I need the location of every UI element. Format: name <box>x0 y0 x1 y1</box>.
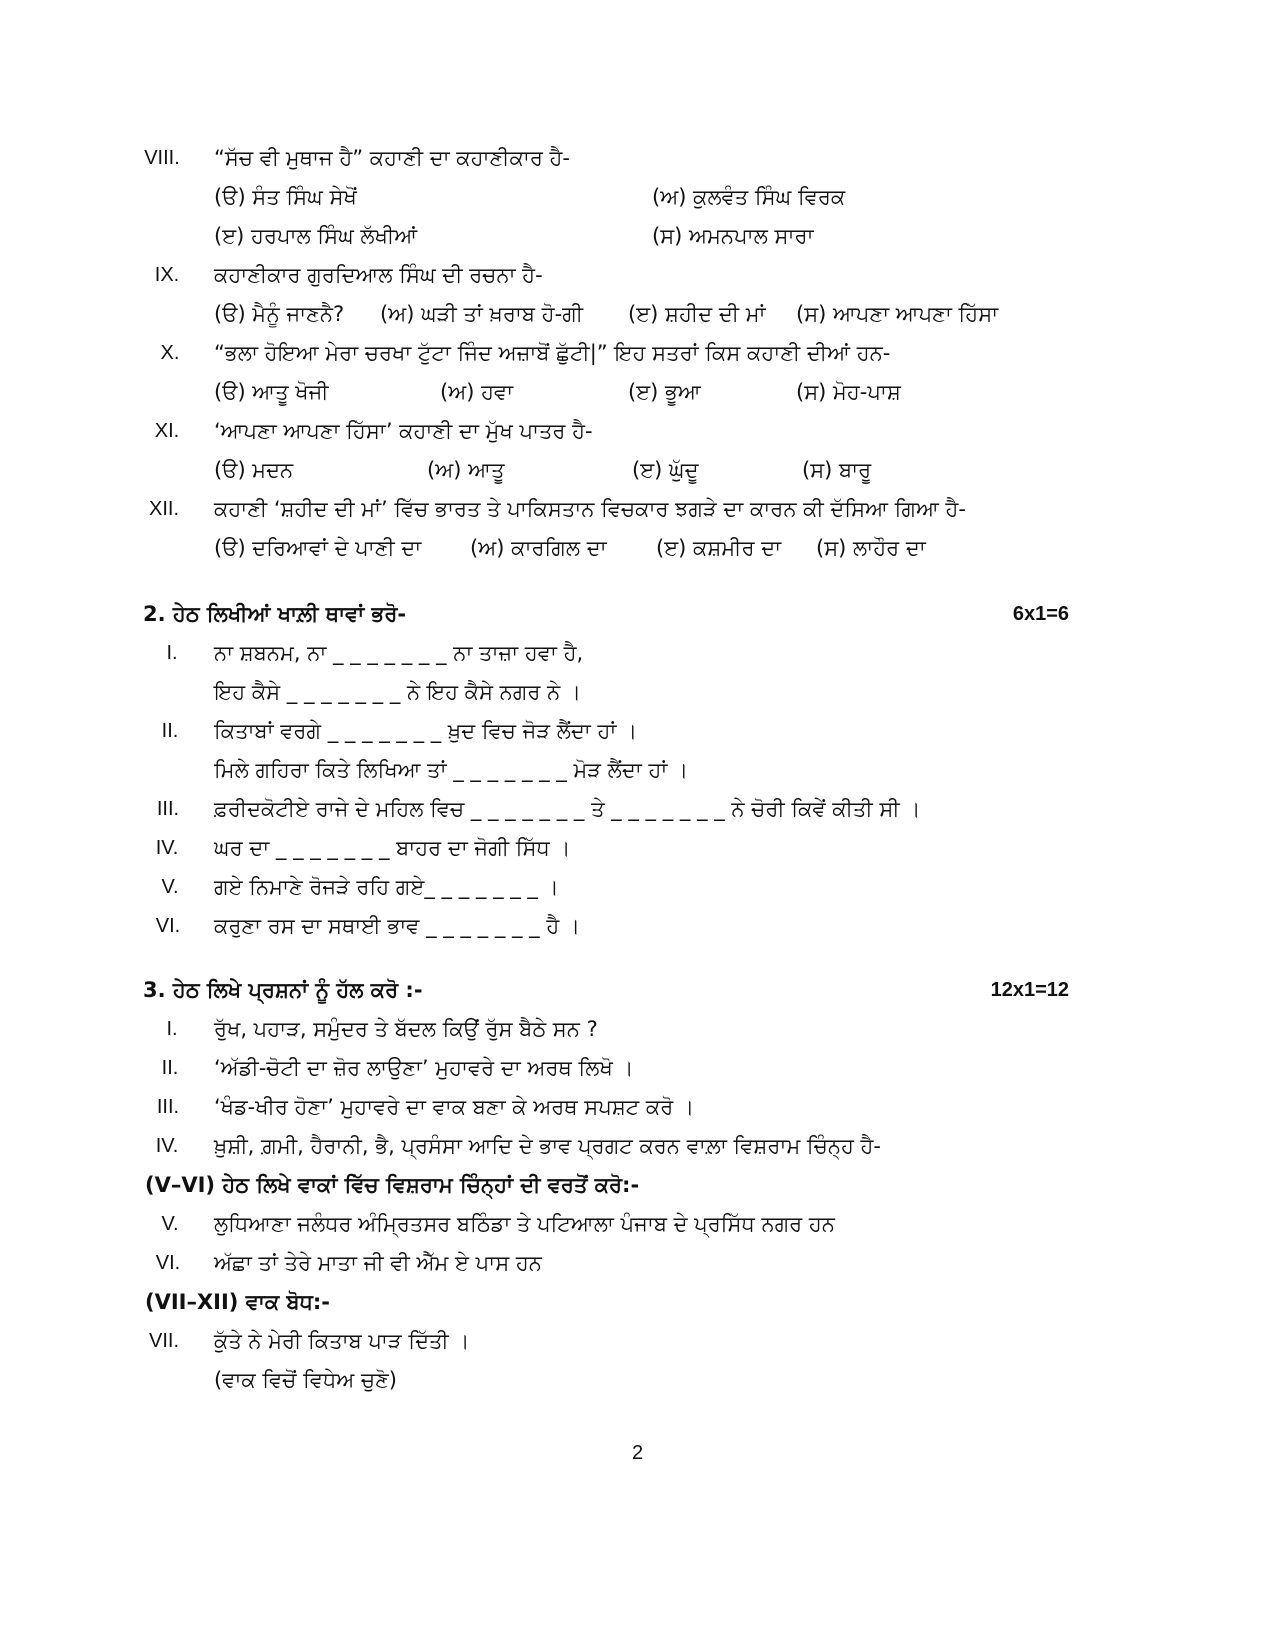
question-note: (ਵਾਕ ਵਿਚੋਂ ਵਿਧੇਅ ਚੁਣੋ) <box>214 1368 397 1392</box>
option-a: (ੳ) ਦਰਿਆਵਾਂ ਦੇ ਪਾਣੀ ਦਾ <box>214 536 422 560</box>
option-b: (ਅ) ਆਤੂ <box>427 458 505 482</box>
question-number: IV. <box>155 1135 179 1157</box>
item-number: IV. <box>155 837 179 859</box>
option-d: (ਸ) ਲਾਹੌਰ ਦਾ <box>816 536 926 560</box>
question-number: II. <box>161 1057 179 1079</box>
option-c: (ੲ) ਹਰਪਾਲ ਸਿੰਘ ਲੱਖੀਆਂ <box>214 224 418 248</box>
question-text: “ਸੱਚ ਵੀ ਮੁਥਾਜ ਹੈ” ਕਹਾਣੀ ਦਾ ਕਹਾਣੀਕਾਰ ਹੈ- <box>214 146 570 170</box>
subsection-heading: (V–VI) ਹੇਠ ਲਿਖੇ ਵਾਕਾਂ ਵਿੱਚ ਵਿਸ਼ਰਾਮ ਚਿੰਨ੍ਹਾਂ ਦੀ ਵਰਤੋਂ ਕਰੋ:- <box>145 1173 640 1197</box>
item-number: V. <box>161 876 179 898</box>
item-number: VI. <box>155 915 181 937</box>
page-number: 2 <box>631 1442 644 1464</box>
option-a: (ੳ) ਸੰਤ ਸਿੰਘ ਸੇਖੋਂ <box>214 185 357 209</box>
section-marks: 12x1=12 <box>990 979 1069 1001</box>
question-text: ਕਹਾਣੀ ‘ਸ਼ਹੀਦ ਦੀ ਮਾਂ’ ਵਿੱਚ ਭਾਰਤ ਤੇ ਪਾਕਿਸਤਾਨ ਵਿਚਕਾਰ ਝਗੜੇ ਦਾ ਕਾਰਨ ਕੀ ਦੱਸਿਆ ਗਿਆ ਹੈ- <box>214 497 966 521</box>
option-c: (ੲ) ਸ਼ਹੀਦ ਦੀ ਮਾਂ <box>628 302 766 326</box>
option-b: (ਅ) ਕੁਲਵੰਤ ਸਿੰਘ ਵਿਰਕ <box>652 185 846 209</box>
question-number: VI. <box>155 1252 181 1274</box>
fill-blank-line: ਕਰੁਣਾ ਰਸ ਦਾ ਸਥਾਈ ਭਾਵ _ _ _ _ _ _ _ ਹੈ । <box>214 914 581 938</box>
question-number: IX. <box>154 264 180 286</box>
option-d: (ਸ) ਅਮਨਪਾਲ ਸਾਰਾ <box>652 224 814 248</box>
fill-blank-line: ਇਹ ਕੈਸੇ _ _ _ _ _ _ _ ਨੇ ਇਹ ਕੈਸੇ ਨਗਰ ਨੇ । <box>214 680 582 704</box>
option-b: (ਅ) ਹਵਾ <box>440 380 514 404</box>
question-number: VIII. <box>144 147 180 169</box>
fill-blank-line: ਨਾ ਸ਼ਬਨਮ, ਨਾ _ _ _ _ _ _ _ ਨਾ ਤਾਜ਼ਾ ਹਵਾ ਹੈ, <box>214 641 584 665</box>
option-b: (ਅ) ਘੜੀ ਤਾਂ ਖ਼ਰਾਬ ਹੋ-ਗੀ <box>380 302 584 326</box>
question-text: ਕਹਾਣੀਕਾਰ ਗੁਰਦਿਆਲ ਸਿੰਘ ਦੀ ਰਚਨਾ ਹੈ- <box>214 263 543 287</box>
question-text: ਅੱਛਾ ਤਾਂ ਤੇਰੇ ਮਾਤਾ ਜੀ ਵੀ ਐੱਮ ਏ ਪਾਸ ਹਨ <box>214 1251 542 1275</box>
fill-blank-line: ਗਏ ਨਿਮਾਣੇ ਰੋਜੜੇ ਰਹਿ ਗਏ_ _ _ _ _ _ _ । <box>214 875 559 899</box>
fill-blank-line: ਕਿਤਾਬਾਂ ਵਰਗੇ _ _ _ _ _ _ _ ਖ਼ੁਦ ਵਿਚ ਜੋੜ ਲੈਂਦਾ ਹਾਂ । <box>214 719 638 743</box>
fill-blank-line: ਘਰ ਦਾ _ _ _ _ _ _ _ ਬਾਹਰ ਦਾ ਜੋਗੀ ਸਿੱਧ । <box>214 836 571 860</box>
item-number: III. <box>156 798 180 820</box>
question-number: V. <box>161 1213 179 1235</box>
question-text: ‘ਖੰਡ-ਖੀਰ ਹੋਣਾ’ ਮੁਹਾਵਰੇ ਦਾ ਵਾਕ ਬਣਾ ਕੇ ਅਰਥ ਸਪਸ਼ਟ ਕਰੋ । <box>214 1095 695 1119</box>
subsection-heading: (VII–XII) ਵਾਕ ਬੋਧ:- <box>145 1290 330 1314</box>
option-a: (ੳ) ਮੈਨੂੰ ਜਾਣਨੈ? <box>214 302 345 326</box>
question-text: ‘ਆਪਣਾ ਆਪਣਾ ਹਿੱਸਾ’ ਕਹਾਣੀ ਦਾ ਮੁੱਖ ਪਾਤਰ ਹੈ- <box>214 419 593 443</box>
item-number: I. <box>166 642 178 664</box>
question-text: ਲੁਧਿਆਣਾ ਜਲੰਧਰ ਅੰਮ੍ਰਿਤਸਰ ਬਠਿੰਡਾ ਤੇ ਪਟਿਆਲਾ ਪੰਜਾਬ ਦੇ ਪ੍ਰਸਿੱਧ ਨਗਰ ਹਨ <box>214 1212 835 1236</box>
question-text: ਕੁੱਤੇ ਨੇ ਮੇਰੀ ਕਿਤਾਬ ਪਾੜ ਦਿੱਤੀ । <box>214 1329 470 1353</box>
option-a: (ੳ) ਮਦਨ <box>214 458 294 482</box>
option-c: (ੲ) ਘੁੱਦੂ <box>632 458 699 482</box>
question-text: ਖ਼ੁਸ਼ੀ, ਗ਼ਮੀ, ਹੈਰਾਨੀ, ਭੈ, ਪ੍ਰਸੰਸਾ ਆਦਿ ਦੇ ਭਾਵ ਪ੍ਰਗਟ ਕਰਨ ਵਾਲ਼ਾ ਵਿਸ਼ਰਾਮ ਚਿੰਨ੍ਹ ਹੈ- <box>214 1134 882 1158</box>
section-heading: 2. ਹੇਠ ਲਿਖੀਆਂ ਖਾਲ਼ੀ ਥਾਵਾਂ ਭਰੋ- <box>143 602 407 626</box>
question-number: I. <box>166 1018 178 1040</box>
item-number: II. <box>161 720 179 742</box>
question-number: III. <box>156 1096 180 1118</box>
option-d: (ਸ) ਮੋਹ-ਪਾਸ਼ <box>796 380 901 404</box>
section-heading: 3. ਹੇਠ ਲਿਖੇ ਪ੍ਰਸ਼ਨਾਂ ਨੂੰ ਹੱਲ ਕਰੋ :- <box>143 978 423 1002</box>
fill-blank-line: ਫ਼ਰੀਦਕੋਟੀਏ ਰਾਜੇ ਦੇ ਮਹਿਲ ਵਿਚ _ _ _ _ _ _ _ ਤੇ _ _ _ _ _ _ _ ਨੇ ਚੋਰੀ ਕਿਵੇਂ ਕੀਤੀ ਸੀ । <box>214 797 921 821</box>
question-number: XI. <box>154 420 180 442</box>
question-text: ‘ਅੱਡੀ-ਚੋਟੀ ਦਾ ਜ਼ੋਰ ਲਾਉਣਾ’ ਮੁਹਾਵਰੇ ਦਾ ਅਰਥ ਲਿਖੋ । <box>214 1056 634 1080</box>
option-b: (ਅ) ਕਾਰਗਿਲ ਦਾ <box>470 536 607 560</box>
option-d: (ਸ) ਆਪਣਾ ਆਪਣਾ ਹਿੱਸਾ <box>796 302 999 326</box>
option-a: (ੳ) ਆਤੂ ਖੋਜੀ <box>214 380 329 404</box>
option-c: (ੲ) ਭੂਆ <box>628 380 701 404</box>
option-c: (ੲ) ਕਸ਼ਮੀਰ ਦਾ <box>656 536 782 560</box>
question-number: XII. <box>148 498 179 520</box>
question-number: X. <box>160 342 180 364</box>
option-d: (ਸ) ਬਾਰੂ <box>802 458 872 482</box>
section-marks: 6x1=6 <box>1012 603 1069 625</box>
fill-blank-line: ਮਿਲੇ ਗਹਿਰਾ ਕਿਤੇ ਲਿਖਿਆ ਤਾਂ _ _ _ _ _ _ _ ਮੋੜ ਲੈਂਦਾ ਹਾਂ । <box>214 758 689 782</box>
question-text: “ਭਲਾ ਹੋਇਆ ਮੇਰਾ ਚਰਖਾ ਟੁੱਟਾ ਜਿੰਦ ਅਜ਼ਾਬੋਂ ਛੁੱਟੀ|” ਇਹ ਸਤਰਾਂ ਕਿਸ ਕਹਾਣੀ ਦੀਆਂ ਹਨ- <box>214 341 891 365</box>
question-text: ਰੁੱਖ, ਪਹਾੜ, ਸਮੁੰਦਰ ਤੇ ਬੱਦਲ ਕਿਉਂ ਰੁੱਸ ਬੈਠੇ ਸਨ ? <box>214 1017 598 1041</box>
question-number: VII. <box>148 1330 179 1352</box>
